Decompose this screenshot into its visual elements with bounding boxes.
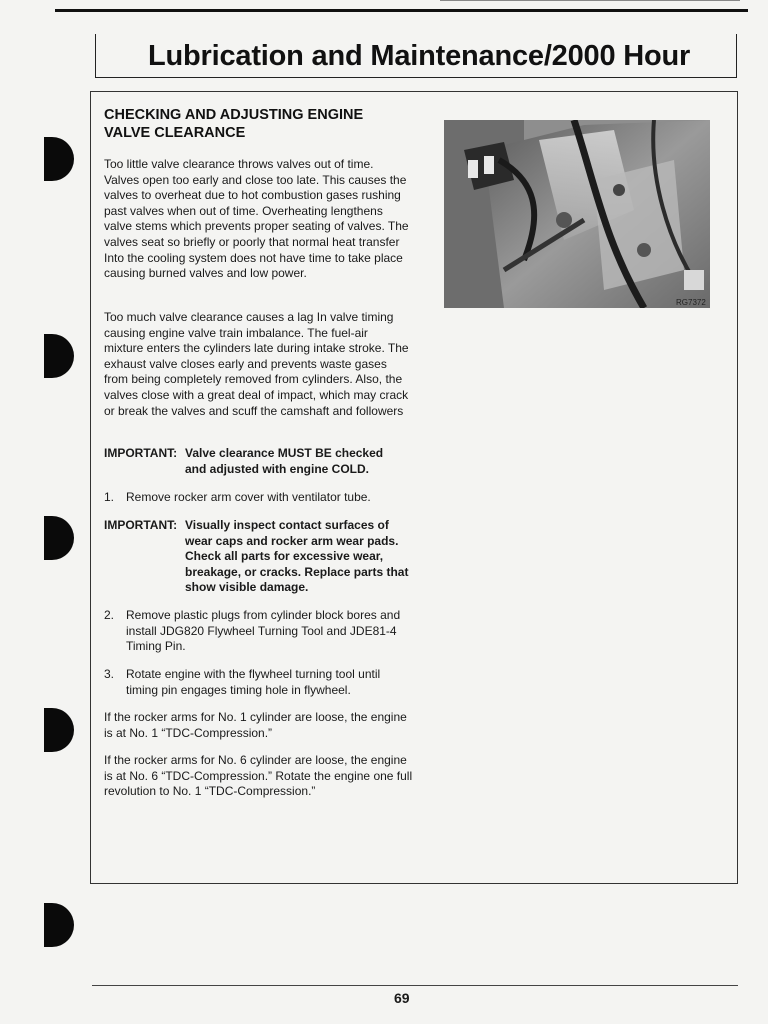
section-heading: CHECKING AND ADJUSTING ENGINE VALVE CLEARANCE — [104, 107, 364, 141]
paragraph-too-little-clearance: Too little valve clearance throws valves out of time. Valves open too early and close too late. This causes the valves to overheat due to hot combustion gases rushing past valves when out of time. Overheating lengthens valve stems which prevents proper seating of valves. The valves seat so briefly or poorly that normal heat transfer Into the cooling system does not have time to take place causing burned valves and low power. — [104, 157, 409, 281]
note-cylinder-1: If the rocker arms for No. 1 cylinder are loose, the engine is at No. 1 “TDC-Compression.” — [104, 710, 407, 740]
step-text: Remove plastic plugs from cylinder block bores and install JDG820 Flywheel Turning Tool and JDE81-4 Timing Pin. — [126, 608, 401, 654]
important-label: IMPORTANT: — [104, 446, 178, 460]
important-note-cold-engine — [104, 446, 414, 477]
step-number: 1. — [104, 490, 115, 504]
important-text: wear caps and rocker arm wear pads. Check all parts for excessive wear, breakage, or cracks. Replace parts that show visible damage. — [185, 533, 409, 595]
step-2 — [104, 608, 414, 655]
step-text: Rotate engine with the flywheel turning tool until timing pin engages timing hole in flywheel. — [126, 667, 381, 697]
important-text: and adjusted with engine COLD. — [185, 461, 370, 476]
step-number: 2. — [104, 608, 115, 622]
top-rule — [55, 9, 748, 12]
step-number: 3. — [104, 667, 115, 681]
engine-photo-graphic — [444, 120, 710, 308]
step-text: Remove rocker arm cover with ventilator tube. — [126, 490, 371, 504]
important-text: Visually inspect contact surfaces of — [185, 518, 389, 532]
important-label: IMPORTANT: — [104, 518, 178, 532]
important-text: Valve clearance MUST BE checked — [185, 446, 384, 460]
step-3 — [104, 667, 414, 698]
important-note-inspect — [104, 518, 414, 596]
page-title: Lubrication and Maintenance/2000 Hour — [148, 40, 691, 72]
note-cylinder-6: If the rocker arms for No. 6 cylinder are loose, the engine is at No. 6 “TDC-Compression.” Rotate the engine one full revolution to No. 1 “TDC-Compression.” — [104, 753, 413, 799]
step-1 — [104, 490, 414, 506]
engine-photo — [444, 120, 710, 308]
top-thin-rule — [440, 0, 740, 1]
figure-code: RG7372 — [676, 298, 706, 307]
paragraph-too-much-clearance: Too much valve clearance causes a lag In valve timing causing engine valve train imbalance. The fuel-air mixture enters the cylinders late during intake stroke. The exhaust valve closes early and prevents waste gases from being completely removed from cylinders. Also, the valves close with a great deal of impact, which may crack or break the valves and scuff the camshaft and followers — [104, 310, 409, 418]
footer-rule — [92, 985, 738, 986]
page-number: 69 — [394, 990, 410, 1006]
